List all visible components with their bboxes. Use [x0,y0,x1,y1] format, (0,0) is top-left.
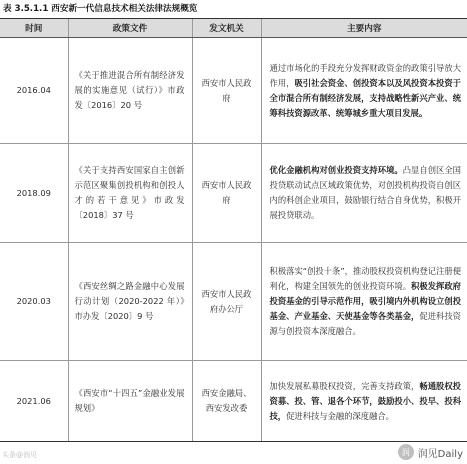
brand-name: 润见Daily [417,448,463,460]
row-policy: 《关于推进混合所有制经济发展的实施意见（试行）》市政发〔2016〕20 号 [68,38,192,144]
row-content [261,361,467,442]
header-date: 时间 [0,19,68,38]
header-policy: 政策文件 [68,19,192,38]
header-agency: 发文机关 [192,19,261,38]
row-content [261,144,467,243]
content-text: 凸显自创区全国投贷联动试点区域政策优势，对创投机构投资自创区内的科创企业项目，鼓励银行结合自身优势，积极开展投贷联动。 [269,165,461,220]
row-date: 2021.06 [0,361,68,442]
row-date: 2020.03 [0,243,68,361]
row-date: 2016.04 [0,38,68,144]
watermark-brand [398,444,463,460]
row-policy: 《关于支持西安国家自主创新示范区聚集创投机构和创投人才的若干意见》市政发〔2018〕37 号 [68,144,192,243]
row-content [261,38,467,144]
content-emphasis: 吸引社会资金、创投资本以及风投资本投资于全市混合所有制经济发展，支持战略性新兴产业、统筹科技资源改革、统筹城乡重大项目发展。 [269,77,461,118]
row-policy: 《西安市“十四五”金融业发展规划》 [68,361,192,442]
table-row [0,144,467,243]
table-row [0,38,467,144]
content-text: 促进科技资源与创投资本深度融合。 [269,311,461,336]
row-date: 2018.09 [0,144,68,243]
row-agency: 西安市人民政府 [192,38,261,144]
content-text: 加快发展私募股权投资，完善支持政策， [269,380,420,391]
table-header-row [0,19,467,38]
row-agency: 西安市人民政府办公厅 [192,243,261,361]
watermark-left: 头条@润见 [2,451,37,459]
content-text: 积极落实“创投十条”，推动股权投资机构登记注册便利化，构建全国领先的创业投资环境。 [269,266,461,291]
header-content: 主要内容 [261,19,467,38]
table-row [0,361,467,442]
table-caption: 表 3.5.1.1 西安新一代信息技术相关法律法规概览 [3,4,198,14]
row-agency: 西安金融局、西安发改委 [192,361,261,442]
row-agency: 西安市人民政府 [192,144,261,243]
content-text: 通过市场化的手段充分发挥财政资金的政策引导放大作用， [269,62,461,88]
content-emphasis: 积极发挥政府投资基金的引导示范作用，吸引境内外机构设立创投基金、产业基金、天使基金等各类基金， [269,281,461,321]
content-emphasis: 畅通股权投资募、投、管、退各个环节，鼓励投小、投早、投科技， [269,380,461,421]
row-content [261,243,467,361]
laws-table [0,18,467,442]
content-emphasis: 优化金融机构对创业投资支持环境。 [269,165,403,175]
brand-logo-icon: 润 [398,444,414,460]
row-policy: 《西安丝绸之路金融中心发展行动计划（2020-2022 年）》市办发〔2020〕9 号 [68,243,192,361]
table-row [0,243,467,361]
content-text: 促进科技与金融的深度融合。 [286,410,394,421]
